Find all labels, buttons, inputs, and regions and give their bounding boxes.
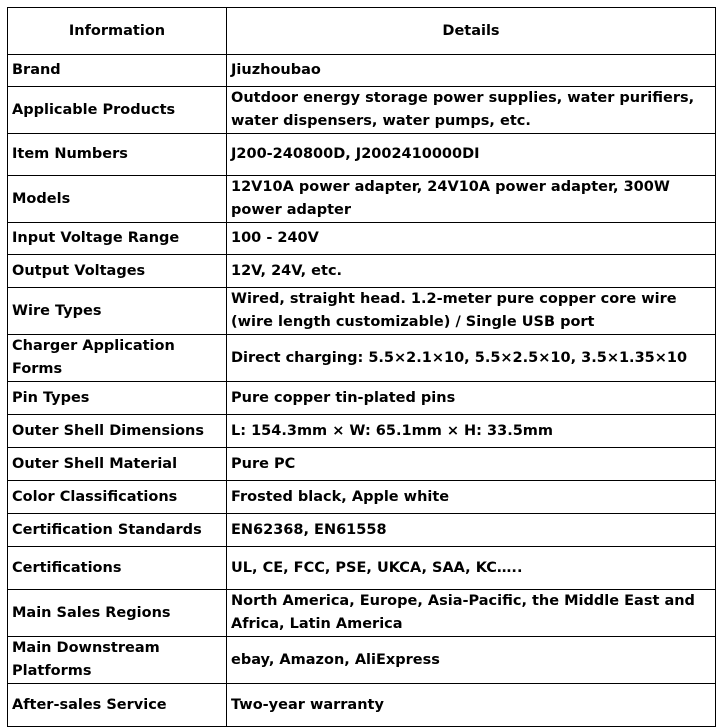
- table-row: [8, 55, 716, 87]
- table-row: [8, 288, 716, 335]
- row-value: UL, CE, FCC, PSE, UKCA, SAA, KC…..: [227, 547, 716, 590]
- table-row: [8, 448, 716, 481]
- row-label: Outer Shell Material: [8, 448, 227, 481]
- row-value: Pure PC: [227, 448, 716, 481]
- spec-table: [7, 7, 716, 727]
- row-label: Pin Types: [8, 382, 227, 415]
- table-row: [8, 684, 716, 727]
- row-label: Charger Application Forms: [8, 335, 227, 382]
- table-row: [8, 415, 716, 448]
- row-value: L: 154.3mm × W: 65.1mm × H: 33.5mm: [227, 415, 716, 448]
- row-value: Pure copper tin-plated pins: [227, 382, 716, 415]
- row-label: Color Classifications: [8, 481, 227, 514]
- table-row: [8, 335, 716, 382]
- table-row: [8, 223, 716, 255]
- row-label: Input Voltage Range: [8, 223, 227, 255]
- row-label: After-sales Service: [8, 684, 227, 727]
- table-row: [8, 134, 716, 176]
- row-label: Certification Standards: [8, 514, 227, 547]
- row-value: Direct charging: 5.5×2.1×10, 5.5×2.5×10, 3.5×1.35×10: [227, 335, 716, 382]
- row-value: North America, Europe, Asia-Pacific, the Middle East and Africa, Latin America: [227, 590, 716, 637]
- column-header-details: Details: [227, 8, 716, 55]
- row-value: 12V, 24V, etc.: [227, 255, 716, 288]
- row-value: Jiuzhoubao: [227, 55, 716, 87]
- table-row: [8, 382, 716, 415]
- table-row: [8, 590, 716, 637]
- table-row: [8, 255, 716, 288]
- row-label: Outer Shell Dimensions: [8, 415, 227, 448]
- row-label: Output Voltages: [8, 255, 227, 288]
- row-label: Wire Types: [8, 288, 227, 335]
- row-value: ebay, Amazon, AliExpress: [227, 637, 716, 684]
- row-value: Frosted black, Apple white: [227, 481, 716, 514]
- table-row: [8, 637, 716, 684]
- table-row: [8, 481, 716, 514]
- row-value: Wired, straight head. 1.2-meter pure copper core wire (wire length customizable) / Single USB port: [227, 288, 716, 335]
- row-value: J200-240800D, J2002410000DI: [227, 134, 716, 176]
- row-label: Certifications: [8, 547, 227, 590]
- row-value: Two-year warranty: [227, 684, 716, 727]
- table-row: [8, 176, 716, 223]
- row-value: 12V10A power adapter, 24V10A power adapter, 300W power adapter: [227, 176, 716, 223]
- row-label: Item Numbers: [8, 134, 227, 176]
- row-value: EN62368, EN61558: [227, 514, 716, 547]
- row-label: Main Sales Regions: [8, 590, 227, 637]
- row-label: Brand: [8, 55, 227, 87]
- table-row: [8, 514, 716, 547]
- column-header-information: Information: [8, 8, 227, 55]
- table-header-row: [8, 8, 716, 55]
- row-value: Outdoor energy storage power supplies, water purifiers, water dispensers, water pumps, etc.: [227, 87, 716, 134]
- row-label: Applicable Products: [8, 87, 227, 134]
- row-label: Models: [8, 176, 227, 223]
- row-label: Main Downstream Platforms: [8, 637, 227, 684]
- row-value: 100 - 240V: [227, 223, 716, 255]
- table-row: [8, 87, 716, 134]
- table-row: [8, 547, 716, 590]
